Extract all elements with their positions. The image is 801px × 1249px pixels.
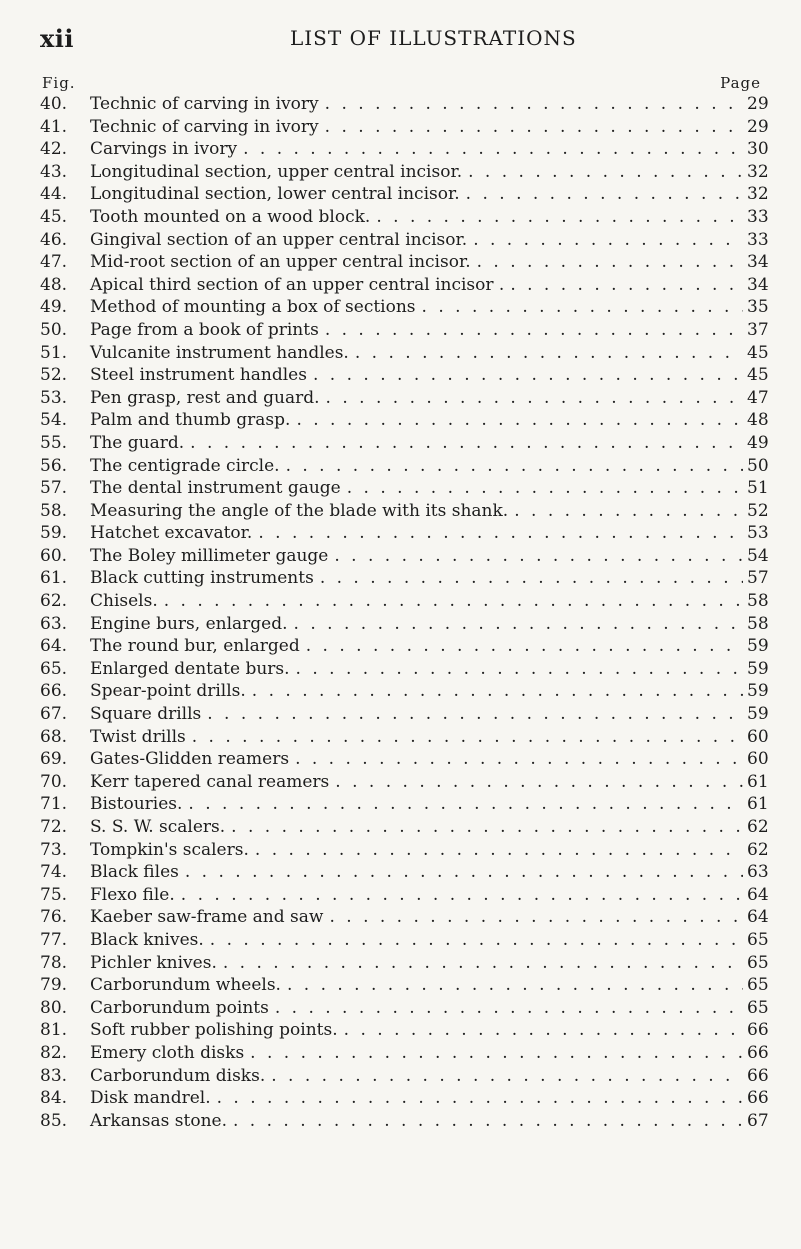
figure-number: 60.: [40, 545, 68, 566]
dot-leader: [514, 500, 743, 523]
page-number: xii: [40, 24, 75, 53]
list-item: [40, 409, 767, 432]
figure-number: 72.: [40, 817, 68, 837]
dot-leader: [207, 703, 743, 726]
page-reference: 32: [747, 184, 769, 205]
list-item: [40, 274, 767, 297]
figure-title: The guard.: [90, 432, 185, 453]
page-reference: 45: [747, 342, 769, 363]
figure-number: 56.: [40, 455, 68, 476]
dot-leader: [231, 816, 743, 839]
page-reference: 67: [747, 1110, 769, 1131]
list-item: [40, 116, 767, 139]
figure-number: 53.: [40, 387, 68, 408]
dot-leader: [192, 726, 743, 749]
figure-number: 81.: [40, 1020, 68, 1041]
figure-number: 41.: [40, 116, 68, 137]
page-column-heading: Page: [720, 74, 761, 92]
figure-number: 70.: [40, 771, 68, 792]
page-reference: 51: [747, 478, 769, 499]
dot-leader: [295, 748, 743, 771]
page-reference: 58: [747, 613, 769, 634]
figure-number: 83.: [40, 1065, 68, 1086]
figure-number: 76.: [40, 907, 68, 928]
figure-number: 49.: [40, 297, 68, 318]
dot-leader: [334, 545, 743, 568]
figure-title: Chisels.: [90, 591, 158, 612]
figure-title: Arkansas stone.: [90, 1110, 227, 1131]
page-reference: 33: [747, 206, 769, 227]
page-reference: 61: [747, 794, 769, 815]
figure-number: 74.: [40, 862, 68, 883]
page-reference: 66: [747, 1042, 769, 1063]
illustrations-list: [40, 93, 767, 1132]
dot-leader: [306, 635, 743, 658]
figure-title: Bistouries.: [90, 794, 183, 815]
figure-number: 54.: [40, 410, 68, 431]
dot-leader: [466, 183, 743, 206]
figure-title: Steel instrument handles: [90, 365, 307, 386]
page-reference: 59: [747, 658, 769, 679]
page-reference: 54: [747, 545, 769, 566]
list-item: [40, 613, 767, 636]
dot-leader: [325, 93, 743, 116]
figure-number: 66.: [40, 681, 68, 702]
dot-leader: [344, 1019, 743, 1042]
running-title: LIST OF ILLUSTRATIONS: [290, 26, 577, 50]
list-item: [40, 522, 767, 545]
list-item: [40, 952, 767, 975]
page-reference: 29: [747, 94, 769, 114]
list-item: [40, 477, 767, 500]
figure-title: Enlarged dentate burs.: [90, 658, 290, 679]
figure-title: Page from a book of prints: [90, 319, 319, 340]
page-reference: 45: [747, 365, 769, 386]
figure-number: 61.: [40, 568, 68, 589]
dot-leader: [233, 1110, 743, 1133]
dot-leader: [255, 839, 743, 862]
list-item: [40, 1110, 767, 1133]
figure-title: Carvings in ivory: [90, 139, 238, 160]
figure-number: 48.: [40, 274, 68, 295]
figure-number: 44.: [40, 184, 68, 205]
figure-title: Tompkin's scalers.: [90, 839, 249, 860]
list-item: [40, 93, 767, 116]
figure-title: Kaeber saw-frame and saw: [90, 907, 324, 928]
figure-title: Black cutting instruments: [90, 568, 314, 589]
list-item: [40, 138, 767, 161]
figure-title: Longitudinal section, upper central incisor.: [90, 161, 463, 182]
dot-leader: [335, 771, 743, 794]
figure-title: Kerr tapered canal reamers: [90, 771, 330, 792]
figure-number: 52.: [40, 365, 68, 386]
figure-title: Pen grasp, rest and guard.: [90, 387, 320, 408]
dot-leader: [468, 161, 743, 184]
page-reference: 66: [747, 1088, 769, 1109]
list-item: [40, 997, 767, 1020]
page-reference: 34: [747, 252, 769, 273]
dot-leader: [477, 251, 743, 274]
list-item: [40, 861, 767, 884]
figure-title: Tooth mounted on a wood block.: [90, 206, 371, 227]
page-reference: 60: [747, 726, 769, 747]
figure-title: Emery cloth disks: [90, 1042, 245, 1063]
dot-leader: [294, 613, 743, 636]
figure-title: Carborundum wheels.: [90, 975, 281, 996]
figure-title: Pichler knives.: [90, 952, 217, 973]
figure-title: Measuring the angle of the blade with its shank.: [90, 500, 509, 521]
figure-number: 58.: [40, 500, 68, 521]
page-reference: 50: [747, 455, 769, 476]
figure-number: 78.: [40, 952, 68, 973]
figure-title: The dental instrument gauge: [90, 478, 341, 499]
figure-title: Flexo file.: [90, 884, 175, 905]
figure-title: Disk mandrel.: [90, 1088, 211, 1109]
figure-number: 46.: [40, 229, 68, 250]
figure-number: 69.: [40, 749, 68, 770]
dot-leader: [258, 522, 743, 545]
list-item: [40, 884, 767, 907]
figure-title: Longitudinal section, lower central incisor.: [90, 184, 460, 205]
figure-title: The round bur, enlarged: [90, 636, 300, 657]
figure-title: Technic of carving in ivory: [90, 94, 319, 114]
figure-number: 84.: [40, 1088, 68, 1109]
dot-leader: [252, 680, 743, 703]
figure-number: 59.: [40, 523, 68, 544]
dot-leader: [347, 477, 743, 500]
dot-leader: [217, 1087, 743, 1110]
list-item: [40, 161, 767, 184]
figure-number: 65.: [40, 658, 68, 679]
dot-leader: [188, 793, 743, 816]
page-header: [40, 24, 761, 58]
dot-leader: [243, 138, 743, 161]
list-item: [40, 342, 767, 365]
list-item: [40, 1065, 767, 1088]
figure-title: Mid-root section of an upper central incisor.: [90, 252, 471, 273]
list-item: [40, 455, 767, 478]
figure-title: Square drills: [90, 704, 202, 725]
list-item: [40, 658, 767, 681]
figure-number: 64.: [40, 636, 68, 657]
figure-title: Engine burs, enlarged.: [90, 613, 288, 634]
list-item: [40, 364, 767, 387]
figure-title: Apical third section of an upper central incisor .: [90, 274, 505, 295]
figure-title: Carborundum disks.: [90, 1065, 266, 1086]
dot-leader: [250, 1042, 743, 1065]
page-reference: 49: [747, 432, 769, 453]
figure-number: 43.: [40, 161, 68, 182]
dot-leader: [473, 229, 743, 252]
page-reference: 64: [747, 884, 769, 905]
list-item: [40, 680, 767, 703]
page-reference: 66: [747, 1020, 769, 1041]
figure-title: Method of mounting a box of sections: [90, 297, 416, 318]
figure-number: 57.: [40, 478, 68, 499]
dot-leader: [326, 387, 743, 410]
figure-number: 79.: [40, 975, 68, 996]
fig-column-heading: Fig.: [42, 74, 76, 92]
list-item: [40, 183, 767, 206]
list-item: [40, 251, 767, 274]
dot-leader: [271, 1065, 743, 1088]
figure-number: 75.: [40, 884, 68, 905]
figure-number: 68.: [40, 726, 68, 747]
page-reference: 29: [747, 116, 769, 137]
list-item: [40, 206, 767, 229]
figure-number: 63.: [40, 613, 68, 634]
list-item: [40, 567, 767, 590]
list-item: [40, 974, 767, 997]
figure-number: 47.: [40, 252, 68, 273]
figure-number: 51.: [40, 342, 68, 363]
figure-title: The Boley millimeter gauge: [90, 545, 329, 566]
list-item: [40, 1042, 767, 1065]
page-reference: 65: [747, 997, 769, 1018]
page-reference: 65: [747, 929, 769, 950]
list-item: [40, 906, 767, 929]
dot-leader: [287, 974, 743, 997]
dot-leader: [329, 906, 743, 929]
page-reference: 61: [747, 771, 769, 792]
page-reference: 59: [747, 704, 769, 725]
list-item: [40, 929, 767, 952]
list-item: [40, 726, 767, 749]
dot-leader: [355, 342, 743, 365]
dot-leader: [286, 455, 743, 478]
page-reference: 30: [747, 139, 769, 160]
page-reference: 32: [747, 161, 769, 182]
page-reference: 62: [747, 817, 769, 837]
page-reference: 48: [747, 410, 769, 431]
figure-title: Spear-point drills.: [90, 681, 246, 702]
list-item: [40, 229, 767, 252]
figure-number: 42.: [40, 139, 68, 160]
page-reference: 34: [747, 274, 769, 295]
figure-title: Gingival section of an upper central incisor.: [90, 229, 468, 250]
page-reference: 62: [747, 839, 769, 860]
dot-leader: [325, 319, 743, 342]
figure-title: Twist drills: [90, 726, 186, 747]
dot-leader: [223, 952, 743, 975]
page-reference: 59: [747, 636, 769, 657]
list-item: [40, 590, 767, 613]
figure-number: 62.: [40, 591, 68, 612]
figure-number: 55.: [40, 432, 68, 453]
list-item: [40, 793, 767, 816]
list-item: [40, 771, 767, 794]
figure-number: 71.: [40, 794, 68, 815]
list-item: [40, 432, 767, 455]
dot-leader: [296, 658, 743, 681]
dot-leader: [164, 590, 743, 613]
page-reference: 47: [747, 387, 769, 408]
figure-title: Gates-Glidden reamers: [90, 749, 290, 770]
figure-number: 80.: [40, 997, 68, 1018]
figure-number: 50.: [40, 319, 68, 340]
page-reference: 37: [747, 319, 769, 340]
list-item: [40, 387, 767, 410]
figure-number: 77.: [40, 929, 68, 950]
dot-leader: [510, 274, 743, 297]
page-reference: 64: [747, 907, 769, 928]
figure-title: Soft rubber polishing points.: [90, 1020, 338, 1041]
list-item: [40, 748, 767, 771]
dot-leader: [376, 206, 743, 229]
figure-number: 40.: [40, 94, 68, 114]
figure-number: 67.: [40, 704, 68, 725]
list-item: [40, 1087, 767, 1110]
page-reference: 52: [747, 500, 769, 521]
list-item: [40, 545, 767, 568]
page-reference: 66: [747, 1065, 769, 1086]
figure-title: Hatchet excavator.: [90, 523, 253, 544]
page-reference: 60: [747, 749, 769, 770]
list-item: [40, 703, 767, 726]
page-reference: 65: [747, 952, 769, 973]
figure-number: 82.: [40, 1042, 68, 1063]
list-item: [40, 500, 767, 523]
column-headings: [42, 74, 761, 94]
dot-leader: [185, 861, 743, 884]
figure-number: 85.: [40, 1110, 68, 1131]
dot-leader: [190, 432, 743, 455]
dot-leader: [320, 567, 743, 590]
list-item: [40, 319, 767, 342]
figure-title: Carborundum points: [90, 997, 269, 1018]
list-item: [40, 635, 767, 658]
dot-leader: [325, 116, 743, 139]
page-reference: 33: [747, 229, 769, 250]
figure-title: Black files: [90, 862, 179, 883]
dot-leader: [296, 409, 743, 432]
figure-title: Palm and thumb grasp.: [90, 410, 291, 431]
page-reference: 53: [747, 523, 769, 544]
figure-title: Vulcanite instrument handles.: [90, 342, 349, 363]
figure-number: 73.: [40, 839, 68, 860]
page-reference: 35: [747, 297, 769, 318]
page-reference: 63: [747, 862, 769, 883]
page-reference: 58: [747, 591, 769, 612]
page-reference: 57: [747, 568, 769, 589]
list-item: [40, 839, 767, 862]
list-item: [40, 296, 767, 319]
page-reference: 59: [747, 681, 769, 702]
figure-title: Technic of carving in ivory: [90, 116, 319, 137]
list-item: [40, 1019, 767, 1042]
figure-title: Black knives.: [90, 929, 204, 950]
page-reference: 65: [747, 975, 769, 996]
dot-leader: [422, 296, 743, 319]
list-item: [40, 816, 767, 839]
figure-title: The centigrade circle.: [90, 455, 280, 476]
dot-leader: [181, 884, 743, 907]
dot-leader: [275, 997, 743, 1020]
dot-leader: [210, 929, 743, 952]
figure-title: S. S. W. scalers.: [90, 817, 226, 837]
dot-leader: [313, 364, 743, 387]
figure-number: 45.: [40, 206, 68, 227]
